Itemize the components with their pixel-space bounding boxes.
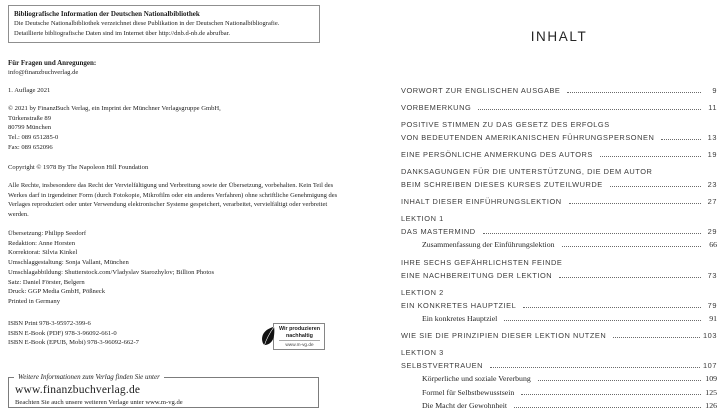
contact-email: info@finanzbuchverlag.de: [8, 69, 79, 76]
toc-entry: [401, 212, 717, 238]
publisher-address-line: © 2021 by FinanzBuch Verlag, ein Imprint der Münchner Verlagsgruppe GmbH,: [8, 105, 221, 112]
toc-page-number: 79: [707, 300, 717, 310]
toc-entry-title: LEKTION 1: [401, 214, 444, 223]
toc-dot-leader: [504, 320, 701, 321]
toc-page-number: 66: [709, 240, 717, 249]
toc-entry-title: WIE SIE DIE PRINZIPIEN DIESER LEKTION NUTZEN: [401, 331, 607, 340]
toc-subentry: [401, 400, 717, 413]
toc-entry-title: POSITIVE STIMMEN ZU DAS GESETZ DES ERFOLGS: [401, 120, 610, 129]
toc-subentry: [401, 239, 717, 252]
credits-line: Umschlaggestaltung: Sonja Vallant, München: [8, 259, 129, 267]
toc-entry-title: DAS MASTERMIND: [401, 227, 476, 236]
credits-line: Umschlagabbildung: Shutterstock.com/Vladyslav Starozhylov; Billion Photos: [8, 268, 215, 276]
toc-page-number: 91: [709, 313, 717, 323]
toc-title: INHALT: [530, 29, 588, 44]
toc-dot-leader: [490, 367, 700, 368]
publisher-website-note: Beachten Sie auch unsere weiteren Verlage unter www.m-vg.de: [15, 399, 183, 406]
contact-heading: Für Fragen und Anregungen:: [8, 59, 97, 67]
toc-entry-title: LEKTION 2: [401, 287, 444, 297]
toc-entry-title: Ein konkretes Hauptziel: [422, 313, 498, 323]
toc-entry-title: VORBEMERKUNG: [401, 103, 472, 112]
publisher-address-line: Türkenstraße 89: [8, 114, 52, 122]
credits-line: Korrektorat: Silvia Kinkel: [8, 249, 78, 257]
toc-entry: [401, 329, 717, 342]
contact-block: [8, 58, 96, 78]
sustainability-badge-url: www.m-vg.de: [279, 340, 320, 348]
toc-list: [401, 84, 717, 417]
toc-entry: [401, 118, 717, 144]
toc-entry: [401, 84, 717, 97]
toc-subentry: [401, 313, 717, 326]
publisher-website-box: [8, 373, 319, 408]
sustainability-badge: [260, 323, 325, 350]
toc-entry-title: BEIM SCHREIBEN DIESES KURSES ZUTEILWURDE: [401, 180, 603, 189]
toc-page-number: 103: [703, 331, 717, 340]
edition-line: 1. Auflage 2021: [8, 87, 51, 94]
toc-dot-leader: [600, 156, 701, 157]
toc-page-number: 23: [707, 180, 717, 189]
toc-dot-leader: [523, 307, 701, 308]
toc-entry-title: DANKSAGUNGEN FÜR DIE UNTERSTÜTZUNG, DIE DEM AUTOR: [401, 167, 653, 176]
toc-dot-leader: [559, 277, 701, 278]
credits-line: Printed in Germany: [8, 297, 61, 305]
toc-entry: [401, 101, 717, 114]
toc-entry-title: INHALT DIESER EINFÜHRUNGSLEKTION: [401, 197, 562, 206]
toc-page-number: 29: [707, 227, 717, 236]
toc-dot-leader: [478, 109, 701, 110]
publisher-website-legend: Weitere Informationen zum Verlag finden Sie unter: [14, 373, 164, 382]
toc-dot-leader: [610, 186, 701, 187]
toc-entry-title: Körperliche und soziale Vererbung: [422, 374, 531, 383]
toc-page-number: 107: [703, 361, 717, 370]
toc-dot-leader: [569, 203, 701, 204]
credits-block: [8, 229, 214, 307]
toc-entry: [401, 195, 717, 208]
toc-entry-title: SELBSTVERTRAUEN: [401, 361, 484, 370]
credits-line: Satz: Daniel Förster, Belgern: [8, 278, 85, 286]
toc-entry: [401, 165, 717, 191]
toc-page-number: 126: [705, 401, 717, 410]
toc-page-number: 125: [705, 387, 717, 397]
toc-entry-title: Zusammenfassung der Einführungslektion: [422, 240, 555, 249]
rights-paragraph: Alle Rechte, insbesondere das Recht der Vervielfältigung und Verbreitung sowie der Übersetzung, vorbehalten. Kein Teil des Werkes darf in irgendeiner Form (durch Fotokopie, Mikrofilm oder ein anderes Verfahren) ohne schriftliche Genehmigung des Verlages reproduziert oder unter Verwendung elektronischer Systeme gespeichert, verarbeitet, vervielfältigt oder verbreitet werden.: [8, 182, 338, 218]
isbn-line: ISBN E-Book (EPUB, Mobi) 978-3-96092-662-7: [8, 339, 139, 347]
toc-page-number: 9: [712, 86, 717, 95]
toc-entry-title: EINE NACHBEREITUNG DER LEKTION: [401, 270, 553, 280]
toc-entry-title: Die Macht der Gewohnheit: [422, 401, 508, 410]
publisher-address-line: Fax: 089 652096: [8, 143, 53, 151]
toc-page-number: 73: [707, 270, 717, 280]
toc-entry: [401, 346, 717, 372]
toc-page-number: 11: [708, 103, 717, 112]
sustainability-badge-box: [273, 323, 325, 350]
credits-line: Übersetzung: Philipp Seedorf: [8, 230, 87, 237]
toc-subentry: [401, 387, 717, 400]
toc-entry-title: LEKTION 3: [401, 348, 444, 357]
toc-page-number: 13: [707, 133, 717, 142]
bibliographic-info-line: Die Deutsche Nationalbibliothek verzeichnet diese Publikation in der Deutschen Nationalbibliografie.: [14, 20, 280, 27]
toc-dot-leader: [538, 380, 701, 381]
toc-entry-title: VON BEDEUTENDEN AMERIKANISCHEN FÜHRUNGSPERSONEN: [401, 133, 655, 142]
toc-entry-title: EIN KONKRETES HAUPTZIEL: [401, 300, 517, 310]
toc-page-number: 109: [705, 374, 717, 383]
bibliographic-info-line: Detaillierte bibliografische Daten sind im Internet über http://dnb.d-nb.de abrufbar.: [14, 29, 231, 37]
toc-entry-title: IHRE SECHS GEFÄHRLICHSTEN FEINDE: [401, 257, 563, 267]
toc-entry-title: VORWORT ZUR ENGLISCHEN AUSGABE: [401, 86, 561, 95]
credits-line: Druck: GGP Media GmbH, Pößneck: [8, 288, 106, 296]
toc-dot-leader: [661, 139, 701, 140]
isbn-line: ISBN Print 978-3-95972-399-6: [8, 320, 91, 327]
sustainability-badge-text-2: nachhaltig: [286, 332, 313, 339]
toc-entry: [401, 286, 717, 312]
toc-dot-leader: [521, 394, 701, 395]
toc-dot-leader: [514, 407, 701, 408]
publisher-address-line: Tel.: 089 651285-0: [8, 134, 59, 142]
toc-entry: [401, 256, 717, 282]
toc-subentry: [401, 373, 717, 386]
copyright-line: Copyright © 1978 By The Napoleon Hill Foundation: [8, 164, 149, 171]
bibliographic-info-title: Bibliografische Information der Deutschen Nationalbibliothek: [14, 10, 200, 18]
toc-entry: [401, 148, 717, 161]
isbn-line: ISBN E-Book (PDF) 978-3-96092-661-0: [8, 329, 117, 337]
toc-entry-title: EINE PERSÖNLICHE ANMERKUNG DES AUTORS: [401, 150, 593, 159]
credits-line: Redaktion: Anne Horsten: [8, 239, 76, 247]
toc-entry-title: Formel für Selbstbewusstsein: [422, 387, 515, 397]
sustainability-badge-text-1: Wir produzieren: [279, 326, 320, 332]
bibliographic-info-lines: [14, 19, 314, 38]
imprint-page: [0, 0, 360, 412]
toc-page-number: 27: [707, 197, 717, 206]
toc-dot-leader: [567, 92, 701, 93]
isbn-block: [8, 319, 139, 348]
toc-dot-leader: [613, 337, 700, 338]
leaf-icon: [260, 326, 276, 347]
toc-dot-leader: [562, 246, 701, 247]
publisher-website-url: www.finanzbuchverlag.de: [15, 384, 141, 396]
bibliographic-info-box: [8, 5, 320, 43]
publisher-address-block: [8, 104, 221, 153]
toc-dot-leader: [483, 233, 701, 234]
publisher-address-line: 80799 München: [8, 124, 52, 132]
toc-page-number: 19: [707, 150, 717, 159]
